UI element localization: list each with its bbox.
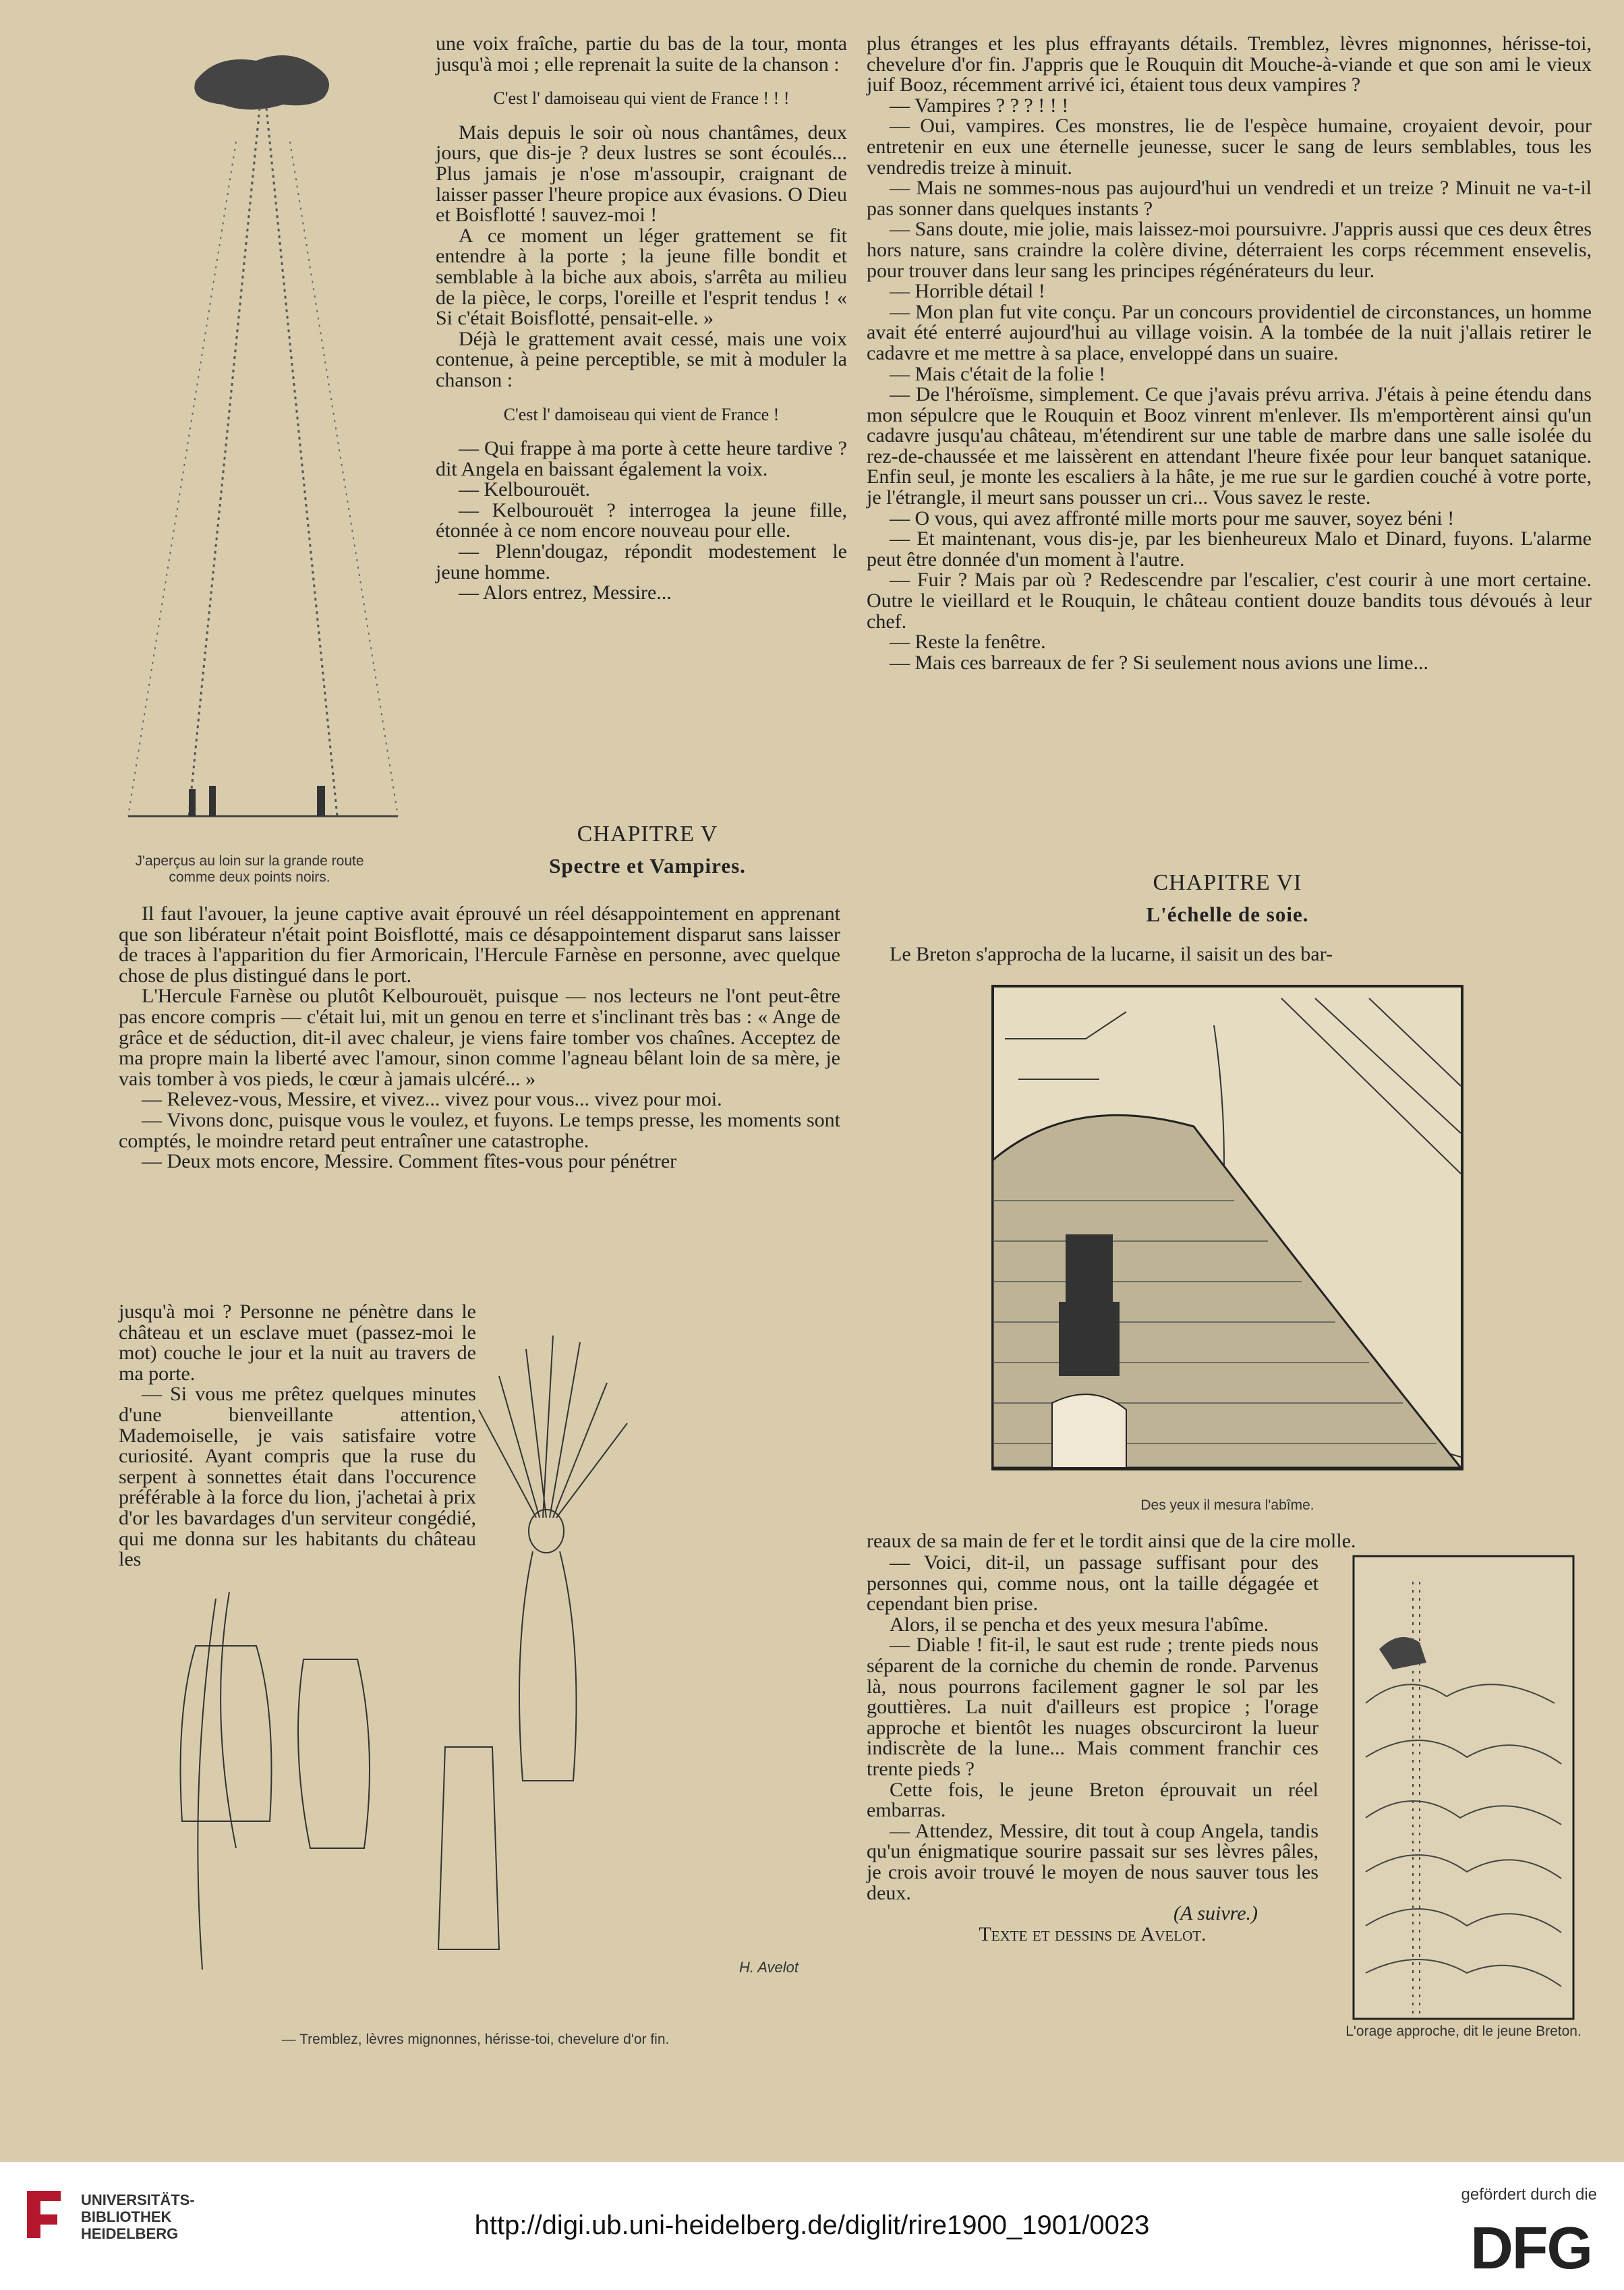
paragraph: une voix fraîche, partie du bas de la tour, monta jusqu'à moi ; elle reprenait la suite de la chanson : [436, 32, 847, 76]
paragraph: — Mais ces barreaux de fer ? Si seulement nous avions une lime... [890, 651, 1428, 674]
paragraph: Il faut l'avouer, la jeune captive avait éprouvé un réel désappointement en apprenant que son libérateur n'était point Boisflotté, mais ce désappointement disparut sans laisser de traces à l'apparition du fier Armoricain, l'Hercule Farnèse en personne, avec quelque chose de plus distingué dans le port. [119, 903, 840, 987]
column-1-2-body [119, 904, 840, 1172]
paragraph: plus étranges et les plus effrayants détails. Tremblez, lèvres mignonnes, hérisse-toi, chevelure d'or fin. J'appris que le Rouquin dit Mouche-à-viande et que son ami le vieux juif Booz, récemment arrivé ici, étaient tous deux vampires ? [867, 32, 1592, 96]
paragraph: — Voici, dit-il, un passage suffisant pour des personnes qui, comme nous, ont la taille dégagée et cependant bien prise. [867, 1551, 1318, 1615]
column-3-after-tower [867, 1531, 1592, 1552]
document-url-link[interactable]: http://digi.ub.uni-heidelberg.de/diglit/rire1900_1901/0023 [474, 2210, 1150, 2240]
paragraph: — Deux mots encore, Messire. Comment fîtes-vous pour pénétrer [142, 1150, 677, 1173]
paragraph: — Si vous me prêtez quelques minutes d'une bienveillante attention, Mademoiselle, je vais satisfaire votre curiosité. Ayant compris que la ruse du serpent à sonnettes était dans l'occurence préférable à la force du lion, j'achetai à prix d'or les bavardages d'un serviteur congédié, qui me donna sur les habitants du château les [119, 1383, 476, 1571]
paragraph: Cette fois, le jeune Breton éprouvait un réel embarras. [867, 1778, 1318, 1822]
paragraph: — Vivons donc, puisque vous le voulez, et fuyons. Le temps presse, les moments sont comptés, le moindre retard peut entraîner une catastrophe. [119, 1108, 840, 1152]
chapter-subtitle: Spectre et Vampires. [549, 854, 746, 878]
paragraph: — Fuir ? Mais par où ? Redescendre par l'escalier, c'est courir à une mort certaine. Outre le vieillard et le Rouquin, le château contient douze bandits tous dévoués à leur chef. [867, 569, 1592, 633]
chapter-5-heading [472, 822, 823, 878]
song-line: C'est l' damoiseau qui vient de France ! [503, 404, 780, 424]
signature: H. Avelot [738, 1959, 799, 1976]
column-2-top [436, 34, 847, 604]
song-line: C'est l' damoiseau qui vient de France ! ! ! [493, 88, 790, 109]
paragraph: — O vous, qui avez affronté mille morts pour me sauver, soyez béni ! [890, 507, 1455, 529]
paragraph: — Attendez, Messire, dit tout à coup Angela, tandis qu'un énigmatique sourire passait sur ses lèvres pâles, je crois avoir trouvé le moyen de nous sauver tous les deux. [867, 1819, 1318, 1904]
chapter-subtitle: L'échelle de soie. [1146, 903, 1309, 926]
tower-illustration [991, 985, 1463, 1470]
tower-caption: Des yeux il mesura l'abîme. [1140, 1497, 1314, 1513]
paragraph: — Qui frappe à ma porte à cette heure tardive ? dit Angela en baissant également la voix. [436, 437, 847, 480]
paragraph: Le Breton s'approcha de la lucarne, il saisit un des bar- [890, 943, 1333, 965]
column-3-top [867, 34, 1592, 673]
paragraph: — Relevez-vous, Messire, et vivez... vivez pour vous... vivez pour moi. [142, 1088, 722, 1111]
paragraph: — Vampires ? ? ? ! ! ! [890, 94, 1069, 117]
chapter-title: CHAPITRE VI [1153, 870, 1302, 895]
paragraph: Alors, il se pencha et des yeux mesura l'abîme. [890, 1613, 1269, 1636]
paragraph: — Horrible détail ! [890, 280, 1045, 303]
couple-caption: — Tremblez, lèvres mignonnes, hérisse-toi, chevelure d'or fin. [281, 2032, 670, 2047]
to-be-continued: (A suivre.) [1173, 1902, 1258, 1925]
paragraph: — Reste la fenêtre. [890, 631, 1046, 654]
paragraph: — Et maintenant, vous dis-je, par les bienheureux Malo et Dinard, fuyons. L'alarme peut être donnée d'un moment à l'autre. [867, 527, 1592, 571]
chapter-6-first-line [867, 944, 1592, 965]
lamp-road-illustration [115, 40, 411, 850]
paragraph: — De l'héroïsme, simplement. Ce que j'avais prévu arriva. J'étais à peine étendu dans mon sépulcre que le Rouquin et Booz vinrent m'enlever. Ils m'emportèrent ainsi qu'un cadavre jusqu'au château, m'étendirent sur une table de marbre dans une salle isolée du rez-de-chaussée et me laissèrent en attendant l'heure fixée pour leur banquet satanique. Enfin seul, je monte les escaliers à la hâte, je me rue sur le gardien couché à votre porte, je l'étrangle, il meurt sans pousser un cri... Vous savez le reste. [867, 383, 1592, 509]
paragraph: Mais depuis le soir où nous chantâmes, deux jours, que dis-je ? deux lustres se sont écoulés... Plus jamais je n'ose m'assoupir, craignant de laisser passer l'heure propice aux évasions. O Dieu et Boisflotté ! sauvez-moi ! [436, 121, 847, 227]
credit: Texte et dessins de Avelot. [979, 1922, 1207, 1945]
paragraph: — Mais c'était de la folie ! [890, 362, 1106, 385]
paragraph: — Sans doute, mie jolie, mais laissez-moi poursuivre. J'appris aussi que ces deux êtres hors nature, sans craindre la colère divine, déterraient les corps récemment ensevelis, pour trouver dans leur sang les principes régénérateurs du leur. [867, 218, 1592, 282]
paragraph: — Kelbourouët ? interrogea la jeune fille, étonnée à ce nom encore nouveau pour elle. [436, 498, 847, 542]
paragraph: — Diable ! fit-il, le saut est rude ; trente pieds nous séparent de la corniche du chemin de ronde. Parvenus là, nous pourrons facilement gagner le sol par les gouttières. La nuit d'ailleurs est propice ; l'orage approche et bientôt les nuages obscurciront la lueur indiscrète de la lune... Mais comment franchir ces trente pieds ? [867, 1634, 1318, 1780]
paragraph: Déjà le grattement avait cessé, mais une voix contenue, à peine perceptible, se mit à moduler la chanson : [436, 327, 847, 391]
paragraph: A ce moment un léger grattement se fit entendre à la porte ; la jeune fille bondit et semblable à la biche aux abois, s'arrêta au milieu de la pièce, le corps, l'oreille et l'esprit tendus ! « Si c'était Boisflotté, pensait-elle. » [436, 224, 847, 330]
chapter-6-heading [1079, 870, 1376, 927]
paragraph: — Kelbourouët. [459, 478, 590, 501]
storm-illustration [1352, 1555, 1575, 2020]
paragraph: reaux de sa main de fer et le tordit ainsi que de la cire molle. [867, 1530, 1356, 1552]
dfg-logo: DFG [1470, 2214, 1592, 2281]
chapter-title: CHAPITRE V [577, 822, 718, 847]
lamp-caption: J'aperçus au loin sur la grande route comme deux points noirs. [135, 853, 364, 885]
paragraph: L'Hercule Farnèse ou plutôt Kelbourouët, puisque — nos lecteurs ne l'ont peut-être pas encore compris — c'était lui, mit un genou en terre et s'inclinant très bas : « Ange de grâce et de séduction, dit-il avec chaleur, je viens faire tomber vos chaînes. Acceptez de ma propre main la liberté avec l'amour, sinon comme l'agneau bêlant loin de sa mère, je vais tomber à vos pieds, le cœur à jamais ulcéré... » [119, 985, 840, 1090]
funding-label: gefördert durch die [1461, 2185, 1597, 2204]
couple-illustration [135, 1309, 816, 1983]
paragraph: jusqu'à moi ? Personne ne pénètre dans le château et un esclave muet (passez-moi le mot) couche le jour et la nuit au travers de ma porte. [119, 1300, 476, 1385]
paragraph: — Alors entrez, Messire... [459, 581, 672, 604]
library-name: UNIVERSITÄTS- BIBLIOTHEK HEIDELBERG [81, 2192, 195, 2242]
paragraph: — Mon plan fut vite conçu. Par un concours providentiel de circonstances, un homme avait été enterré aujourd'hui au village voisin. A la tombée de la nuit j'allais retirer le cadavre et me mettre à sa place, enveloppé dans un suaire. [867, 300, 1592, 364]
paragraph: — Plenn'dougaz, répondit modestement le jeune homme. [436, 540, 847, 583]
storm-caption: L'orage approche, dit le jeune Breton. [1345, 2024, 1582, 2039]
paragraph: — Oui, vampires. Ces monstres, lie de l'espèce humaine, croyaient devoir, pour entretenir en eux une éternelle jeunesse, sucer le sang de leurs semblables, tous les vendredis treize à minuit. [867, 115, 1592, 179]
paragraph: — Mais ne sommes-nous pas aujourd'hui un vendredi et un treize ? Minuit ne va-t-il pas sonner dans quelques instants ? [867, 177, 1592, 220]
column-3-narrow [867, 1553, 1318, 1945]
